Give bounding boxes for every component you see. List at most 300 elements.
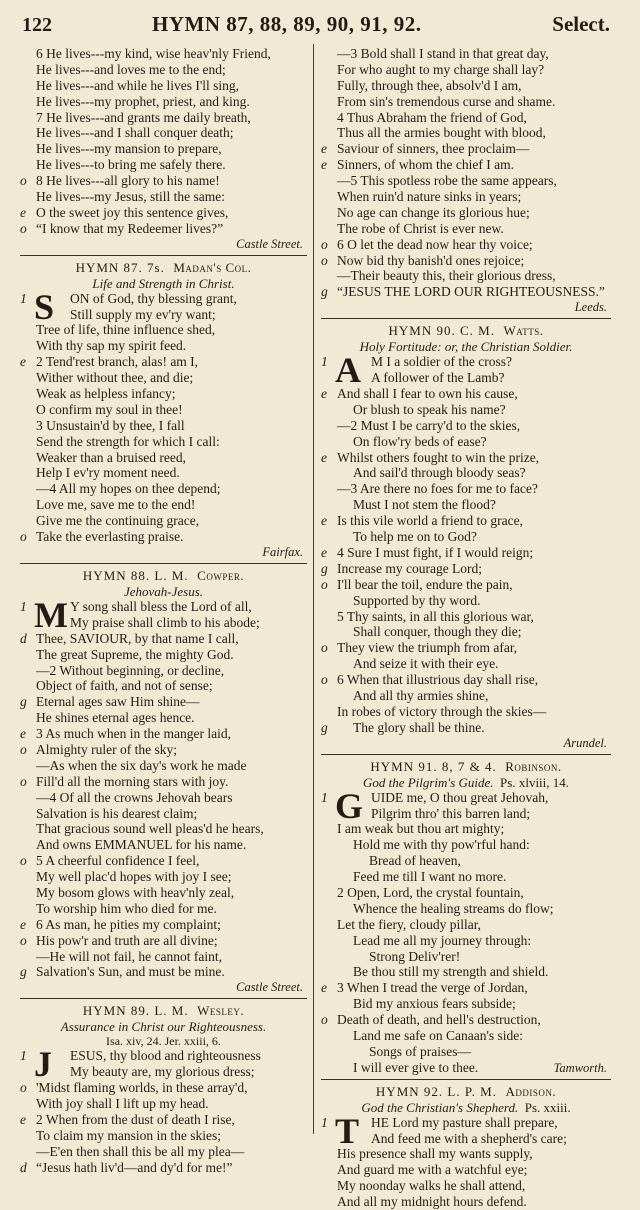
verse-line bbox=[20, 370, 307, 386]
verse-line bbox=[321, 624, 611, 640]
verse-line bbox=[20, 647, 307, 663]
verse-line bbox=[321, 46, 611, 62]
verse-text: Wither without thee, and die; bbox=[36, 370, 194, 386]
verse-text: Object of faith, and not of sense; bbox=[36, 678, 213, 694]
verse-text: —E'en then shall this be all my plea— bbox=[36, 1143, 245, 1159]
left-column bbox=[20, 46, 307, 1175]
verse-line bbox=[20, 434, 307, 450]
verse-text: —As when the six day's work he made bbox=[36, 757, 247, 773]
verse-line bbox=[321, 1044, 611, 1060]
verse-text: He lives---and I shall conquer death; bbox=[36, 125, 234, 141]
verse-line bbox=[20, 949, 307, 965]
verse-line bbox=[20, 322, 307, 338]
verse-text: Now bid thy banish'd ones rejoice; bbox=[337, 252, 525, 268]
dynamic-mark: o bbox=[321, 576, 328, 592]
verse-line bbox=[20, 790, 307, 806]
hymn-90 bbox=[321, 323, 611, 750]
tune-name: Tamworth. bbox=[553, 1060, 607, 1075]
verse-text: I am weak but thou art mighty; bbox=[337, 821, 505, 837]
drop-cap: A bbox=[335, 350, 361, 391]
verse-text: He lives---my prophet, priest, and king. bbox=[36, 93, 250, 109]
verse-text: The glory shall be thine. bbox=[353, 719, 485, 735]
verse-line bbox=[20, 837, 307, 853]
verse-text: And all thy armies shine, bbox=[353, 687, 489, 703]
verse-text: Lead me all my journey through: bbox=[353, 932, 532, 948]
page-number: 122 bbox=[22, 14, 52, 36]
verse-line bbox=[321, 450, 611, 466]
tune-name: Fairfax. bbox=[262, 544, 303, 559]
section-label: Select. bbox=[552, 12, 610, 36]
verse-text: 5 Thy saints, in all this glorious war, bbox=[337, 608, 534, 624]
verse-line bbox=[321, 964, 611, 980]
margin-mark: 1 bbox=[321, 1114, 328, 1130]
verse-line bbox=[321, 529, 611, 545]
margin-mark: 1 bbox=[20, 290, 27, 306]
margin-mark: 1 bbox=[20, 598, 27, 614]
verse-line bbox=[20, 189, 307, 205]
verse-text: Death of death, and hell's destruction, bbox=[337, 1012, 541, 1028]
verse-line bbox=[20, 307, 307, 323]
verse-text: And seize it with their eye. bbox=[353, 656, 499, 672]
verse-text: To worship him who died for me. bbox=[36, 900, 217, 916]
verse-line bbox=[20, 1160, 307, 1176]
verse-line bbox=[20, 1144, 307, 1160]
verse-text: Must I not stem the flood? bbox=[353, 497, 496, 513]
hymn-heading bbox=[321, 1084, 611, 1100]
verse-text: No age can change its glorious hue; bbox=[337, 204, 530, 220]
hymn-number-meter: HYMN 88. L. M. bbox=[82, 567, 189, 583]
verse-text: For who aught to my charge shall lay? bbox=[337, 61, 545, 77]
dynamic-mark: e bbox=[20, 726, 26, 742]
verse-line bbox=[321, 62, 611, 78]
verse-line bbox=[321, 996, 611, 1012]
verse-text: My noonday walks he shall attend, bbox=[337, 1178, 526, 1194]
verse-text: His presence shall my wants supply, bbox=[337, 1146, 533, 1162]
verse-text: And guard me with a watchful eye; bbox=[337, 1162, 528, 1178]
drop-cap: T bbox=[335, 1110, 360, 1151]
verse-text: 'Midst flaming worlds, in these array'd, bbox=[36, 1080, 248, 1096]
verse-line bbox=[321, 370, 611, 386]
verse-line bbox=[321, 561, 611, 577]
tune-name: Castle Street. bbox=[236, 236, 303, 251]
drop-cap: S bbox=[34, 286, 55, 327]
tune-name: Leeds. bbox=[574, 300, 607, 315]
verse-text: A follower of the Lamb? bbox=[371, 370, 505, 386]
verse-line bbox=[321, 593, 611, 609]
verse-line bbox=[321, 1146, 611, 1162]
hymn-subtitle: Assurance in Christ our Righteousness. bbox=[60, 1019, 267, 1035]
verse-text: Thee, SAVIOUR, by that name I call, bbox=[36, 630, 239, 646]
verse-line bbox=[20, 46, 307, 62]
verse-text: M I a soldier of the cross? bbox=[371, 354, 512, 370]
dynamic-mark: e bbox=[321, 141, 327, 157]
verse-text: The robe of Christ is ever new. bbox=[337, 220, 504, 236]
hymn-heading bbox=[20, 568, 307, 584]
verse-text: He shines eternal ages hence. bbox=[36, 710, 195, 726]
verse-line bbox=[20, 758, 307, 774]
verse-line bbox=[321, 189, 611, 205]
verse-line bbox=[321, 869, 611, 885]
hymn-number-meter: HYMN 87. 7s. bbox=[75, 259, 165, 275]
hymn-divider bbox=[20, 998, 307, 999]
verse-text: 4 Thus Abraham the friend of God, bbox=[337, 109, 527, 125]
verse-text: Songs of praises— bbox=[369, 1043, 471, 1059]
dynamic-mark: d bbox=[20, 630, 27, 646]
dynamic-mark: e bbox=[20, 1111, 26, 1127]
verse-line bbox=[20, 450, 307, 466]
margin-mark: 1 bbox=[20, 1048, 27, 1064]
verse-text: HE Lord my pasture shall prepare, bbox=[371, 1114, 558, 1130]
verse-line bbox=[321, 1162, 611, 1178]
verse-text: 2 When from the dust of death I rise, bbox=[36, 1111, 235, 1127]
hymn-92 bbox=[321, 1084, 611, 1210]
dynamic-mark: o bbox=[321, 640, 328, 656]
verse-text: Let the fiery, cloudy pillar, bbox=[337, 916, 482, 932]
verse-text: I will ever give to thee. bbox=[353, 1059, 479, 1075]
verse-text: To claim my mansion in the skies; bbox=[36, 1127, 222, 1143]
verse-line bbox=[20, 742, 307, 758]
verse-line bbox=[321, 434, 611, 450]
margin-mark: 1 bbox=[321, 789, 328, 805]
verse-text: Give me the continuing grace, bbox=[36, 513, 200, 529]
verse-text: On flow'ry beds of ease? bbox=[353, 433, 487, 449]
dynamic-mark: g bbox=[20, 964, 27, 980]
verse-line bbox=[321, 141, 611, 157]
verse-text: In robes of victory through the skies— bbox=[337, 703, 547, 719]
verse-text: “JESUS THE LORD OUR RIGHTEOUSNESS.” bbox=[337, 284, 605, 300]
verse-line bbox=[321, 268, 611, 284]
verse-text: And owns EMMANUEL for his name. bbox=[36, 837, 247, 853]
verse-text: Feed me till I want no more. bbox=[353, 869, 507, 885]
verse-text: 3 As much when in the manger laid, bbox=[36, 726, 231, 742]
verse-text: Whilst others fought to win the prize, bbox=[337, 449, 540, 465]
verse-line bbox=[20, 386, 307, 402]
verse-text: With thy sap my spirit feed. bbox=[36, 338, 187, 354]
verse-line bbox=[20, 885, 307, 901]
verse-line bbox=[20, 663, 307, 679]
verse-text: He lives---and while he lives I'll sing, bbox=[36, 77, 240, 93]
scripture-reference: Ps. xxiii. bbox=[524, 1099, 571, 1115]
verse-line bbox=[20, 853, 307, 869]
verse-line bbox=[20, 1112, 307, 1128]
verse-line bbox=[321, 821, 611, 837]
dynamic-mark: e bbox=[321, 449, 327, 465]
dynamic-mark: e bbox=[20, 354, 26, 370]
verse-text: Pilgrim thro' this barren land; bbox=[371, 805, 531, 821]
dynamic-mark: e bbox=[20, 204, 26, 220]
verse-line bbox=[20, 402, 307, 418]
drop-cap: J bbox=[34, 1044, 52, 1085]
verse-text: Take the everlasting praise. bbox=[36, 529, 184, 545]
verse-line bbox=[20, 869, 307, 885]
verse-line bbox=[20, 141, 307, 157]
verse-line bbox=[20, 1128, 307, 1144]
verse-text: Thus all the armies bought with blood, bbox=[337, 125, 546, 141]
verse-text: Fill'd all the morning stars with joy. bbox=[36, 773, 229, 789]
verse-text: Tree of life, thine influence shed, bbox=[36, 322, 216, 338]
hymn-author: Wesley. bbox=[197, 1003, 245, 1019]
verse-text: Salvation's Sun, and must be mine. bbox=[36, 964, 225, 980]
dynamic-mark: e bbox=[321, 980, 327, 996]
verse-line bbox=[321, 917, 611, 933]
verse-text: 6 As man, he pities my complaint; bbox=[36, 916, 221, 932]
tune-name: Arundel. bbox=[563, 735, 607, 750]
hymn-subtitle: Life and Strength in Christ. bbox=[92, 275, 235, 291]
verse-line bbox=[321, 933, 611, 949]
hymn-88 bbox=[20, 568, 307, 995]
dynamic-mark: g bbox=[321, 719, 328, 735]
verse-text: And sail'd through bloody seas? bbox=[353, 465, 526, 481]
dynamic-mark: e bbox=[321, 513, 327, 529]
verse-text: Fully, through thee, absolv'd I am, bbox=[337, 77, 522, 93]
hymn-86-continued bbox=[20, 46, 307, 252]
verse-text: Shall conquer, though they die; bbox=[353, 624, 522, 640]
verse-text: They view the triumph from afar, bbox=[337, 640, 518, 656]
verse-line bbox=[321, 1028, 611, 1044]
verse-text: Hold me with thy pow'rful hand: bbox=[353, 837, 530, 853]
verse-line bbox=[321, 1178, 611, 1194]
hymn-author: Watts. bbox=[503, 323, 544, 339]
hymn-subtitle: Jehovah-Jesus. bbox=[123, 583, 204, 599]
verse-text: He lives---to bring me safely there. bbox=[36, 157, 226, 173]
subtitle-text: God the Christian's Shepherd. bbox=[361, 1099, 519, 1115]
verse-text: He lives---and loves me to the end; bbox=[36, 61, 226, 77]
verse-line bbox=[321, 125, 611, 141]
verse-line bbox=[20, 497, 307, 513]
dynamic-mark: o bbox=[321, 1012, 328, 1028]
dynamic-mark: o bbox=[20, 773, 27, 789]
hymn-heading bbox=[20, 1003, 307, 1019]
verse-text: Bread of heaven, bbox=[369, 853, 461, 869]
verse-text: The great Supreme, the mighty God. bbox=[36, 646, 234, 662]
verse-line bbox=[20, 157, 307, 173]
verse-line bbox=[20, 221, 307, 237]
verse-line bbox=[321, 640, 611, 656]
verse-text: 2 Tend'rest branch, alas! am I, bbox=[36, 354, 199, 370]
dynamic-mark: o bbox=[20, 741, 27, 757]
verse-line bbox=[20, 615, 307, 631]
verse-text: UIDE me, O thou great Jehovah, bbox=[371, 789, 549, 805]
verse-line bbox=[20, 694, 307, 710]
hymn-heading bbox=[20, 260, 307, 276]
verse-text: Help I ev'ry moment need. bbox=[36, 465, 180, 481]
verse-line bbox=[321, 806, 611, 822]
verse-line bbox=[321, 1131, 611, 1147]
verse-text: —3 Bold shall I stand in that great day, bbox=[337, 46, 549, 61]
verse-text: Be thou still my strength and shield. bbox=[353, 964, 549, 980]
hymn-author: Cowper. bbox=[197, 567, 245, 583]
verse-text: —Their beauty this, their glorious dress, bbox=[337, 268, 556, 284]
verse-text: —2 Must I be carry'd to the skies, bbox=[337, 417, 521, 433]
verse-line bbox=[321, 418, 611, 434]
verse-line bbox=[20, 94, 307, 110]
dynamic-mark: e bbox=[321, 157, 327, 173]
verse-line bbox=[20, 917, 307, 933]
verse-text: “I know that my Redeemer lives?” bbox=[36, 220, 224, 236]
verse-text: And all my midnight hours defend. bbox=[337, 1194, 527, 1210]
dynamic-mark: g bbox=[321, 560, 328, 576]
drop-cap: G bbox=[335, 785, 364, 826]
verse-text: Increase my courage Lord; bbox=[337, 560, 483, 576]
verse-text: Salvation is his dearest claim; bbox=[36, 805, 198, 821]
verse-text: That gracious sound well pleas'd he hears, bbox=[36, 821, 264, 837]
verse-text: “Jesus hath liv'd—and dy'd for me!” bbox=[36, 1159, 233, 1175]
hymn-number-meter: HYMN 91. 8, 7 & 4. bbox=[370, 758, 497, 774]
verse-text: My praise shall climb to his abode; bbox=[70, 614, 260, 630]
verse-line bbox=[321, 173, 611, 189]
dynamic-mark: o bbox=[321, 672, 328, 688]
verse-text: 5 A cheerful confidence I feel, bbox=[36, 853, 200, 869]
verse-line bbox=[321, 949, 611, 965]
verse-text: From sin's tremendous curse and shame. bbox=[337, 93, 556, 109]
verse-line bbox=[20, 678, 307, 694]
verse-text: Strong Deliv'rer! bbox=[369, 948, 461, 964]
hymn-89 bbox=[20, 1003, 307, 1175]
verse-text: Saviour of sinners, thee proclaim— bbox=[337, 141, 530, 157]
verse-text: —4 Of all the crowns Jehovah bears bbox=[36, 789, 233, 805]
verse-line bbox=[20, 529, 307, 545]
verse-line bbox=[20, 338, 307, 354]
verse-line bbox=[321, 157, 611, 173]
dynamic-mark: o bbox=[20, 220, 27, 236]
hymn-number-meter: HYMN 92. L. P. M. bbox=[375, 1083, 497, 1099]
hymn-heading bbox=[321, 323, 611, 339]
dynamic-mark: o bbox=[20, 853, 27, 869]
verse-text: 6 O let the dead now hear thy voice; bbox=[337, 236, 533, 252]
margin-mark: 1 bbox=[321, 354, 328, 370]
verse-line bbox=[20, 1096, 307, 1112]
verse-line bbox=[321, 853, 611, 869]
verse-line bbox=[321, 672, 611, 688]
verse-line bbox=[321, 1060, 611, 1076]
verse-line bbox=[321, 577, 611, 593]
dynamic-mark: d bbox=[20, 1159, 27, 1175]
verse-line bbox=[20, 1080, 307, 1096]
dynamic-mark: g bbox=[20, 694, 27, 710]
verse-text: My bosom glows with heav'nly zeal, bbox=[36, 884, 235, 900]
dynamic-mark: o bbox=[321, 252, 328, 268]
verse-line bbox=[321, 980, 611, 996]
hymn-91 bbox=[321, 759, 611, 1076]
verse-line bbox=[321, 465, 611, 481]
verse-line bbox=[20, 806, 307, 822]
dynamic-mark: o bbox=[20, 932, 27, 948]
dynamic-mark: e bbox=[321, 544, 327, 560]
verse-text: He lives---my mansion to prepare, bbox=[36, 141, 222, 157]
verse-text: —He will not fail, he cannot faint, bbox=[36, 948, 222, 964]
verse-line bbox=[321, 481, 611, 497]
verse-text: —3 Are there no foes for me to face? bbox=[337, 481, 538, 497]
verse-line bbox=[321, 386, 611, 402]
verse-text: 4 Sure I must fight, if I would reign; bbox=[337, 544, 534, 560]
verse-line bbox=[321, 1012, 611, 1028]
verse-line bbox=[321, 1194, 611, 1210]
verse-text: Send the strength for which I call: bbox=[36, 433, 220, 449]
verse-line bbox=[20, 481, 307, 497]
verse-line bbox=[20, 205, 307, 221]
verse-line bbox=[321, 221, 611, 237]
subtitle-text: God the Pilgrim's Guide. bbox=[362, 774, 494, 790]
verse-line bbox=[321, 885, 611, 901]
right-column bbox=[321, 46, 611, 1210]
verse-line bbox=[321, 78, 611, 94]
verse-text: Or blush to speak his name? bbox=[353, 401, 506, 417]
verse-text: Love me, save me to the end! bbox=[36, 497, 196, 513]
verse-line bbox=[321, 656, 611, 672]
verse-line bbox=[20, 631, 307, 647]
verse-text: —5 This spotless robe the same appears, bbox=[337, 173, 557, 189]
verse-text: He lives---my Jesus, still the same: bbox=[36, 189, 225, 205]
verse-line bbox=[321, 284, 611, 300]
verse-text: Weak as helpless infancy; bbox=[36, 386, 176, 402]
hymn-number-meter: HYMN 89. L. M. bbox=[82, 1003, 189, 1019]
hymn-divider bbox=[20, 563, 307, 564]
verse-text: O confirm my soul in thee! bbox=[36, 401, 183, 417]
verse-text: Y song shall bless the Lord of all, bbox=[70, 598, 252, 614]
hymn-subtitle bbox=[321, 1100, 611, 1115]
verse-line bbox=[20, 513, 307, 529]
verse-text: 3 Unsustain'd by thee, I fall bbox=[36, 417, 185, 433]
verse-line bbox=[321, 237, 611, 253]
verse-line bbox=[321, 704, 611, 720]
verse-text: 8 He lives---all glory to his name! bbox=[36, 173, 220, 189]
verse-text: Supported by thy word. bbox=[353, 592, 481, 608]
verse-line bbox=[20, 933, 307, 949]
verse-text: My beauty are, my glorious dress; bbox=[70, 1064, 255, 1080]
dynamic-mark: g bbox=[321, 284, 328, 300]
verse-line bbox=[20, 465, 307, 481]
verse-line bbox=[321, 901, 611, 917]
verse-text: With joy shall I lift up my head. bbox=[36, 1095, 209, 1111]
hymn-subtitle bbox=[321, 775, 611, 790]
verse-line bbox=[321, 609, 611, 625]
dynamic-mark: o bbox=[20, 1080, 27, 1096]
hymn-subtitle: Holy Fortitude: or, the Christian Soldier. bbox=[359, 339, 573, 355]
verse-line bbox=[20, 964, 307, 980]
verse-line bbox=[321, 513, 611, 529]
hymn-author: Madan's Col. bbox=[173, 259, 252, 275]
verse-text: His pow'r and truth are all divine; bbox=[36, 932, 218, 948]
dynamic-mark: o bbox=[20, 173, 27, 189]
hymn-87 bbox=[20, 260, 307, 560]
verse-line bbox=[321, 545, 611, 561]
verse-text: 6 He lives---my kind, wise heav'nly Friend, bbox=[36, 46, 271, 61]
dynamic-mark: e bbox=[321, 386, 327, 402]
verse-text: Bid my anxious fears subside; bbox=[353, 996, 516, 1012]
verse-line bbox=[20, 821, 307, 837]
verse-text: To help me on to God? bbox=[353, 529, 477, 545]
verse-text: —2 Without beginning, or decline, bbox=[36, 662, 225, 678]
verse-line bbox=[321, 837, 611, 853]
verse-line bbox=[321, 688, 611, 704]
dynamic-mark: e bbox=[20, 916, 26, 932]
verse-line bbox=[321, 253, 611, 269]
running-title: HYMN 87, 88, 89, 90, 91, 92. bbox=[152, 12, 422, 36]
verse-text: Land me safe on Canaan's side: bbox=[353, 1027, 524, 1043]
verse-line bbox=[20, 418, 307, 434]
verse-text: 6 When that illustrious day shall rise, bbox=[337, 672, 539, 688]
verse-line bbox=[20, 110, 307, 126]
verse-text: When ruin'd nature sinks in years; bbox=[337, 189, 522, 205]
verse-line bbox=[20, 173, 307, 189]
drop-cap: M bbox=[34, 594, 68, 635]
hymn-divider bbox=[321, 1079, 611, 1080]
scripture-reference: Ps. xlviii, 14. bbox=[500, 774, 570, 790]
verse-line bbox=[20, 78, 307, 94]
hymn-heading bbox=[321, 759, 611, 775]
hymn-number-meter: HYMN 90. C. M. bbox=[388, 323, 495, 339]
hymn-author: Addison. bbox=[505, 1083, 557, 1099]
